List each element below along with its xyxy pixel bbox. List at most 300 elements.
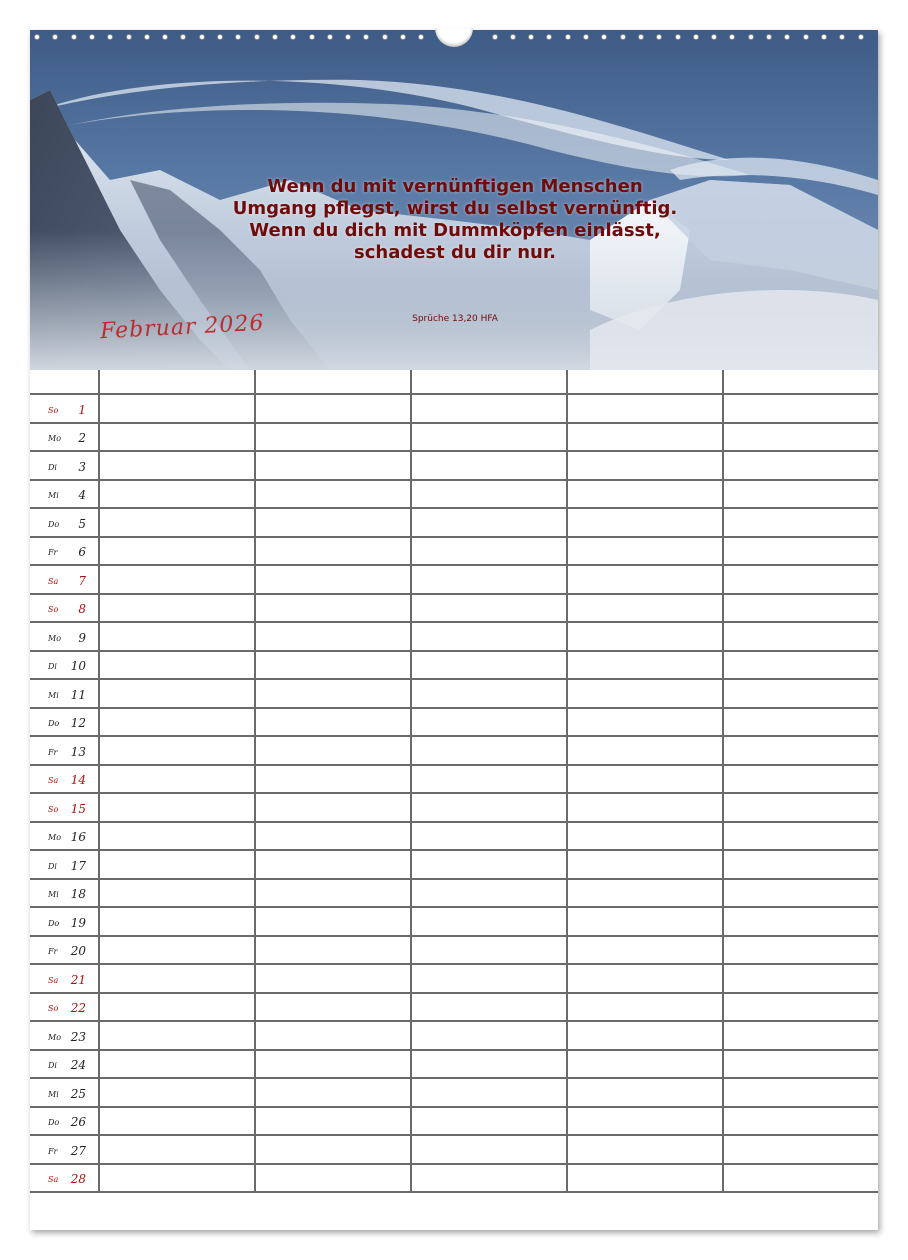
day-number: 19 [70,915,86,930]
day-label [30,481,100,508]
day-number: 9 [78,630,86,645]
planner-cell[interactable] [722,937,878,964]
binding-hole [583,34,589,40]
planner-cell[interactable] [254,737,410,764]
month-title: Februar 2026 [99,310,266,345]
planner-cell[interactable] [410,1136,566,1163]
day-label [30,766,100,793]
weekday-label: Fr [48,747,58,757]
day-row [30,395,878,424]
weekday-label: Di [48,662,57,671]
weekday-label: Sa [48,1175,59,1184]
day-row [30,851,878,880]
binding-hole [52,34,58,40]
planner-cell[interactable] [98,1108,254,1135]
day-label [30,965,100,992]
planner-cell[interactable] [410,823,566,850]
binding-hole [675,34,681,40]
day-number: 16 [70,830,86,844]
planner-cell[interactable] [410,737,566,764]
weekday-label: Do [48,719,60,728]
day-row [30,452,878,481]
planner-cell[interactable] [254,937,410,964]
weekday-label: Fr [48,548,58,557]
planner-cell[interactable] [254,566,410,593]
planner-cell[interactable] [566,395,722,422]
planner-cell[interactable] [566,823,722,850]
day-label [30,509,100,536]
planner-cell[interactable] [722,994,878,1021]
binding-hole [107,34,113,40]
planner-cell[interactable] [254,680,410,707]
planner-cell[interactable] [254,1108,410,1135]
binding-hole [766,34,772,40]
weekday-label: Mo [48,1032,62,1042]
day-number: 20 [70,944,86,958]
planner-cell[interactable] [410,680,566,707]
day-row [30,481,878,510]
day-number: 12 [70,716,86,730]
day-row [30,1136,878,1165]
day-number: 11 [70,687,86,702]
binding-hole [528,34,534,40]
planner-cell[interactable] [566,937,722,964]
day-row [30,937,878,966]
planner-cell[interactable] [98,424,254,451]
day-row [30,965,878,994]
planner-cell[interactable] [98,509,254,536]
day-row [30,1108,878,1137]
day-row [30,794,878,823]
binding-hole [382,34,388,40]
planner-cell[interactable] [98,794,254,821]
binding-hole [565,34,571,40]
planner-cell[interactable] [410,766,566,793]
planner-cell[interactable] [98,908,254,935]
planner-cell[interactable] [98,1136,254,1163]
day-number: 10 [70,659,86,673]
planner-cell[interactable] [410,566,566,593]
binding-hole [729,34,735,40]
planner-cell[interactable] [254,1165,410,1192]
day-row [30,737,878,766]
weekday-label: Fr [48,947,58,956]
planner-cell[interactable] [566,1051,722,1078]
planner-cell[interactable] [98,994,254,1021]
planner-cell[interactable] [566,481,722,508]
day-row [30,908,878,937]
planner-cell[interactable] [566,766,722,793]
planner-cell[interactable] [722,851,878,878]
column-divider [98,370,100,393]
day-row [30,652,878,681]
day-number: 13 [70,744,86,759]
planner-cell[interactable] [98,880,254,907]
binding-hole [858,34,864,40]
day-number: 7 [78,573,86,588]
planner-cell[interactable] [722,566,878,593]
planner-cell[interactable] [410,595,566,622]
planner-cell[interactable] [254,424,410,451]
planner-cell[interactable] [410,880,566,907]
binding-hole [418,34,424,40]
day-label [30,452,100,479]
planner-cell[interactable] [722,737,878,764]
planner-cell[interactable] [566,424,722,451]
planner-cell[interactable] [722,652,878,679]
planner-cell[interactable] [98,623,254,650]
planner-cell[interactable] [254,766,410,793]
day-number: 18 [70,887,86,901]
planner-cell[interactable] [566,680,722,707]
binding-hole [144,34,150,40]
planner-cell[interactable] [722,908,878,935]
binding-hole [784,34,790,40]
planner-cell[interactable] [410,452,566,479]
day-number: 4 [78,488,86,502]
planner-cell[interactable] [566,1079,722,1106]
day-number: 26 [70,1115,86,1129]
binding-hole [254,34,260,40]
planner-cell[interactable] [566,965,722,992]
planner-cell[interactable] [722,1165,878,1192]
day-number: 28 [70,1172,86,1186]
planner-cell[interactable] [410,994,566,1021]
day-label [30,851,100,878]
day-number: 14 [70,773,86,787]
day-label [30,623,100,650]
planner-cell[interactable] [98,538,254,565]
day-label [30,1079,100,1106]
day-row [30,994,878,1023]
day-label [30,1165,100,1192]
header-row [30,370,878,395]
planner-cell[interactable] [254,595,410,622]
day-number: 25 [70,1086,86,1101]
planner-cell[interactable] [98,595,254,622]
binding-hole [345,34,351,40]
planner-cell[interactable] [722,1108,878,1135]
planner-cell[interactable] [254,880,410,907]
day-label [30,566,100,593]
binding-hole [510,34,516,40]
weekday-label: Sa [48,776,59,785]
planner-cell[interactable] [98,680,254,707]
weekday-label: Mi [48,690,59,700]
day-label [30,709,100,736]
planner-cell[interactable] [254,1079,410,1106]
planner-cell[interactable] [98,1079,254,1106]
weekday-label: Mo [48,833,62,842]
weekday-label: Do [48,519,60,529]
day-row [30,1051,878,1080]
planner-cell[interactable] [410,1079,566,1106]
day-row [30,424,878,453]
planner-cell[interactable] [722,452,878,479]
day-row [30,623,878,652]
day-label [30,937,100,964]
planner-cell[interactable] [566,908,722,935]
planner-cell[interactable] [254,1051,410,1078]
planner-cell[interactable] [254,709,410,736]
planner-cell[interactable] [566,1108,722,1135]
planner-cell[interactable] [254,652,410,679]
planner-cell[interactable] [98,652,254,679]
planner-cell[interactable] [410,1165,566,1192]
planner-cell[interactable] [722,481,878,508]
day-number: 5 [78,516,86,531]
binding-hole [272,34,278,40]
planner-cell[interactable] [410,709,566,736]
weekday-label: So [48,1004,59,1013]
planner-cell[interactable] [98,965,254,992]
weekday-label: Fr [48,1146,58,1156]
planner-cell[interactable] [722,424,878,451]
planner-cell[interactable] [254,623,410,650]
planner-cell[interactable] [566,452,722,479]
planner-cell[interactable] [98,481,254,508]
binding-hole [126,34,132,40]
planner-cell[interactable] [566,1136,722,1163]
weekday-label: Do [48,1118,60,1127]
planner-cell[interactable] [254,538,410,565]
binding-hole [492,34,498,40]
planner-cell[interactable] [254,1136,410,1163]
planner-cell[interactable] [410,424,566,451]
binding-hole [235,34,241,40]
day-number: 24 [70,1058,86,1072]
day-number: 15 [70,801,86,816]
day-row [30,823,878,852]
day-label [30,595,100,622]
planner-cell[interactable] [98,737,254,764]
weekday-label: Di [48,861,57,871]
planner-cell[interactable] [722,395,878,422]
planner-cell[interactable] [410,652,566,679]
day-row [30,1022,878,1051]
day-number: 22 [70,1001,86,1015]
planner-cell[interactable] [254,994,410,1021]
weekday-label: Do [48,918,60,928]
planner-cell[interactable] [98,452,254,479]
planner-cell[interactable] [98,709,254,736]
planner-cell[interactable] [254,851,410,878]
day-number: 1 [78,402,86,417]
binding-hole [199,34,205,40]
day-label [30,652,100,679]
day-row [30,1165,878,1194]
planner-cell[interactable] [722,766,878,793]
binding-hole [217,34,223,40]
day-row [30,595,878,624]
binding-hole [89,34,95,40]
planner-cell[interactable] [722,1079,878,1106]
planner-cell[interactable] [98,1051,254,1078]
planner-cell[interactable] [566,595,722,622]
planner-cell[interactable] [722,509,878,536]
day-number: 23 [70,1029,86,1044]
calendar-page [30,30,878,1230]
planner-cell[interactable] [722,709,878,736]
planner-cell[interactable] [98,823,254,850]
binding-hole [327,34,333,40]
planner-cell[interactable] [98,1022,254,1049]
planner-grid [30,370,878,1193]
planner-cell[interactable] [722,623,878,650]
column-divider [254,370,256,393]
planner-cell[interactable] [722,965,878,992]
planner-cell[interactable] [410,851,566,878]
planner-cell[interactable] [254,395,410,422]
weekday-label: So [48,804,59,814]
binding-hole [546,34,552,40]
day-label [30,1136,100,1163]
planner-cell[interactable] [566,1022,722,1049]
binding-hole [693,34,699,40]
planner-cell[interactable] [254,794,410,821]
day-label [30,737,100,764]
day-row [30,538,878,567]
planner-cell[interactable] [722,680,878,707]
binding-hole [400,34,406,40]
planner-cell[interactable] [566,851,722,878]
day-number: 8 [78,602,86,616]
planner-cell[interactable] [98,851,254,878]
day-number: 21 [70,972,86,987]
planner-cell[interactable] [566,737,722,764]
planner-cell[interactable] [254,908,410,935]
planner-cell[interactable] [98,766,254,793]
planner-cell[interactable] [254,965,410,992]
binding-hole [363,34,369,40]
weekday-label: Mo [48,633,62,643]
header-photo [30,30,878,370]
planner-cell[interactable] [410,908,566,935]
planner-cell[interactable] [410,623,566,650]
binding-hole [821,34,827,40]
day-row [30,766,878,795]
binding-hole [34,34,40,40]
planner-cell[interactable] [722,538,878,565]
planner-cell[interactable] [566,1165,722,1192]
day-label [30,395,100,422]
planner-cell[interactable] [722,794,878,821]
planner-cell[interactable] [566,538,722,565]
weekday-label: Di [48,1061,57,1070]
day-number: 17 [70,858,86,873]
planner-cell[interactable] [566,880,722,907]
column-divider [566,370,568,393]
weekday-label: Mi [48,1089,59,1099]
planner-cell[interactable] [722,823,878,850]
weekday-label: Sa [48,975,59,985]
day-row [30,509,878,538]
day-label [30,794,100,821]
quote-text: Wenn du mit vernünftigen Menschen Umgang pflegst, wirst du selbst vernünftig. Wenn du dich mit Dummköpfen einlässt, schadest du dir nur. [232,176,678,263]
binding-hole [620,34,626,40]
day-row [30,566,878,595]
day-label [30,908,100,935]
planner-cell[interactable] [566,994,722,1021]
binding-hole [711,34,717,40]
day-label [30,880,100,907]
day-row [30,680,878,709]
day-label [30,680,100,707]
planner-cell[interactable] [254,452,410,479]
day-label [30,1051,100,1078]
day-label [30,538,100,565]
planner-cell[interactable] [410,794,566,821]
planner-cell[interactable] [98,937,254,964]
weekday-label: So [48,405,59,415]
weekday-label: So [48,605,59,614]
planner-cell[interactable] [254,823,410,850]
planner-cell[interactable] [410,1108,566,1135]
binding-hole [601,34,607,40]
planner-cell[interactable] [566,566,722,593]
planner-cell[interactable] [98,566,254,593]
binding-hole [839,34,845,40]
weekday-label: Sa [48,576,59,586]
day-label [30,994,100,1021]
binding-hole [290,34,296,40]
planner-cell[interactable] [410,481,566,508]
binding-hole [803,34,809,40]
planner-cell[interactable] [566,794,722,821]
planner-cell[interactable] [722,1022,878,1049]
planner-cell[interactable] [722,595,878,622]
binding-hole [309,34,315,40]
day-number: 2 [78,431,86,445]
planner-cell[interactable] [410,965,566,992]
day-number: 27 [70,1143,86,1158]
planner-cell[interactable] [410,509,566,536]
planner-cell[interactable] [254,509,410,536]
planner-cell[interactable] [98,395,254,422]
day-row [30,1079,878,1108]
planner-cell[interactable] [410,538,566,565]
weekday-label: Mo [48,434,62,443]
binding-hole [748,34,754,40]
column-divider [722,370,724,393]
binding-hole [71,34,77,40]
planner-cell[interactable] [566,652,722,679]
planner-cell[interactable] [98,1165,254,1192]
weekday-label: Di [48,462,57,472]
planner-cell[interactable] [410,1022,566,1049]
day-label [30,1022,100,1049]
day-label [30,823,100,850]
planner-cell[interactable] [410,1051,566,1078]
planner-cell[interactable] [410,937,566,964]
planner-cell[interactable] [254,481,410,508]
planner-cell[interactable] [566,509,722,536]
planner-cell[interactable] [722,1136,878,1163]
planner-cell[interactable] [566,709,722,736]
column-divider [410,370,412,393]
day-number: 6 [78,545,86,559]
binding-hole [162,34,168,40]
planner-cell[interactable] [722,880,878,907]
planner-cell[interactable] [722,1051,878,1078]
planner-cell[interactable] [254,1022,410,1049]
weekday-label: Mi [48,491,59,500]
planner-cell[interactable] [566,623,722,650]
planner-cell[interactable] [410,395,566,422]
day-row [30,709,878,738]
binding-hole [638,34,644,40]
quote-source: Sprüche 13,20 HFA [412,314,498,324]
